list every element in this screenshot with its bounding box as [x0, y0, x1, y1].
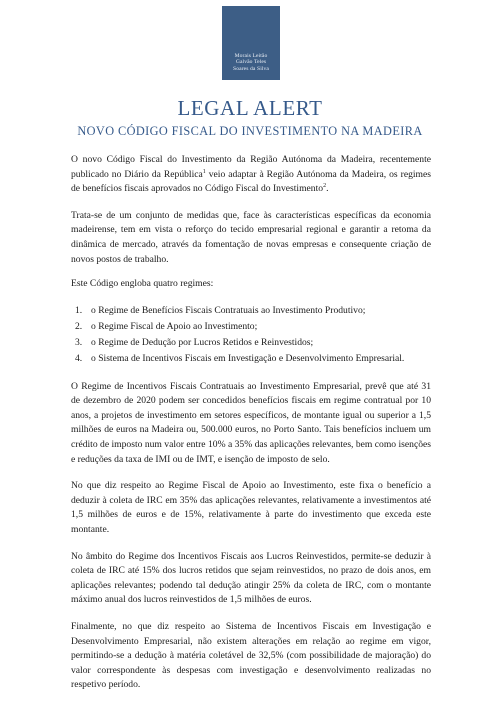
list-item-text: o Regime Fiscal de Apoio ao Investimento;	[91, 320, 258, 332]
logo-line: Soares da Silva	[233, 65, 269, 72]
logo-line: Galvão Teles	[235, 59, 267, 66]
list-item	[71, 320, 431, 335]
paragraph-rd-incentives: Finalmente, no que diz respeito ao Sistema de Incentivos Fiscais em Investigação e Desenvolvimento Empresarial, não existem alterações em relação ao regime em vigor, permitindo-se a dedução à matéria coletável de 32,5% (com possibilidade de majoração) do valor correspondente às despesas com investigação e desenvolvimento realizadas no respetivo período.	[71, 620, 431, 691]
list-item-text: o Regime de Benefícios Fiscais Contratuais ao Investimento Produtivo;	[91, 304, 366, 316]
logo-line: Morais Leitão	[234, 52, 268, 59]
footnote-marker: 2	[323, 183, 327, 189]
footnote-marker: 1	[202, 168, 206, 175]
paragraph-contractual-regime: O Regime de Incentivos Fiscais Contratuais ao Investimento Empresarial, prevê que até 31 de dezembro de 2020 podem ser concedidos benefícios fiscais em regime contratual por 10 anos, a projetos de investimento em setores específicos, de montante igual ou superior a 1,5 milhões de euros na Madeira ou, 500.000 euros, no Porto Santo. Tais benefícios incluem um crédito de imposto num valor entre 10% a 35% das aplicações relevantes, bem como isenções e reduções da taxa de IMI ou de IMT, e isenção de imposto de selo.	[71, 380, 431, 465]
page-subtitle: NOVO CÓDIGO FISCAL DO INVESTIMENTO NA MADEIRA	[77, 124, 423, 138]
list-item	[71, 304, 431, 319]
firm-logo	[222, 6, 280, 80]
paragraph-reinvested-profits: No âmbito do Regime dos Incentivos Fiscais aos Lucros Reinvestidos, permite-se deduzir à coleta de IRC até 15% dos lucros retidos que sejam reinvestidos, no prazo de dois anos, em aplicações relevantes; podendo tal dedução atingir 25% da coleta de IRC, com o montante máximo anual dos lucros reinvestidos de 1,5 milhões de euros.	[71, 550, 431, 606]
paragraph-intro-text: .	[326, 183, 329, 195]
paragraph-intro-text: O novo Código Fiscal do Investimento da Região Autónoma da Madeira, recentemente publicado no Diário da República	[71, 154, 431, 180]
list-item-number: 4.	[75, 353, 83, 365]
regimes-list	[71, 304, 431, 367]
list-item-number: 2.	[75, 320, 83, 332]
list-item-text: o Regime de Dedução por Lucros Retidos e Reinvestidos;	[91, 336, 314, 348]
paragraph-context: Trata-se de um conjunto de medidas que, face às características específicas da economia madeirense, tem em vista o reforço do tecido empresarial regional e garantir a retoma da dinâmica de mercado, através da fomentação de novas empresas e consequente criação de novos postos de trabalho.	[71, 209, 431, 265]
page-title: LEGAL ALERT	[177, 96, 323, 120]
document-body	[71, 153, 431, 705]
list-item-text: o Sistema de Incentivos Fiscais em Investigação e Desenvolvimento Empresarial.	[91, 353, 405, 365]
paragraph-regimes-intro: Este Código engloba quatro regimes:	[71, 278, 214, 290]
paragraph-intro	[71, 153, 431, 197]
paragraph-investment-support: No que diz respeito ao Regime Fiscal de Apoio ao Investimento, este fixa o benefício a deduzir à coleta de IRC em 35% das aplicações relevantes, relativamente a investimentos até 1,5 milhões de euros e de 15%, relativamente à parte do investimento que exceda este montante.	[71, 480, 431, 535]
list-item	[71, 336, 431, 351]
list-item-number: 3.	[75, 336, 83, 348]
list-item-number: 1.	[75, 304, 83, 316]
list-item	[71, 352, 431, 367]
paragraph-intro-text: veio adaptar à Região Autónoma da Madeira, os regimes de benefícios fiscais aprovados no Código Fiscal do Investimento	[71, 168, 431, 195]
